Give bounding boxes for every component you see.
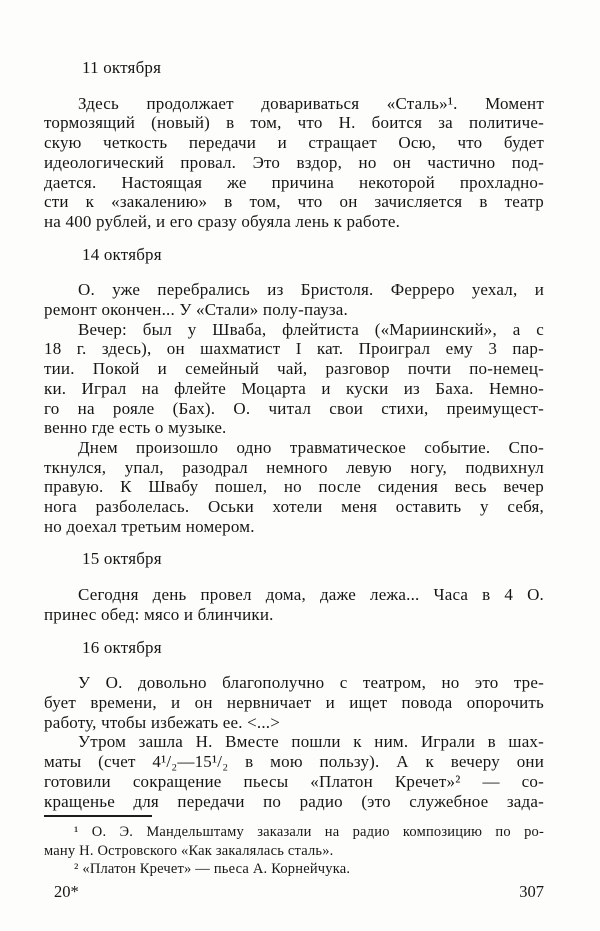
entry-date-heading: 16 октября <box>82 637 162 657</box>
paragraph <box>44 585 544 624</box>
paragraph <box>44 438 544 537</box>
text-line: Вечер: был у Шваба, флейтиста («Мариинский», а с <box>78 319 544 339</box>
text-line: тии. Покой и семейный чай, разговор почти по-немец- <box>44 359 544 379</box>
text-line: венно где есть о музыке. <box>44 418 227 438</box>
text-line: Утром зашла Н. Вместе пошли к ним. Играли в шах- <box>78 732 544 752</box>
text-line: О. уже перебрались из Бристоля. Ферреро уехал, и <box>78 280 544 300</box>
text-line: нога разболелась. Оськи хотели меня оставить у себя, <box>44 497 544 517</box>
page-footer <box>44 882 544 902</box>
footnote-line: ¹ О. Э. Мандельштаму заказали на радио композицию по ро- <box>74 824 544 841</box>
diary-entry <box>44 549 544 624</box>
paragraph <box>44 280 544 319</box>
text-line: ремонт окончен... У «Стали» полу-пауза. <box>44 300 348 320</box>
footnote-line: ману Н. Островского «Как закалялась сталь». <box>44 842 334 859</box>
text-line: Здесь продолжает довариваться «Сталь»¹. Момент <box>78 93 544 113</box>
text-line: Сегодня день провел дома, даже лежа... Часа в 4 О. <box>78 585 544 605</box>
paragraph <box>44 732 544 811</box>
diary-sections <box>44 58 544 811</box>
footnote-line: ² «Платон Кречет» — пьеса А. Корнейчука. <box>74 861 351 878</box>
text-line: скую четкость передачи и стращает Осю, что будет <box>44 133 544 153</box>
text-line: 18 г. здесь), он шахматист I кат. Проиграл ему 3 пар- <box>44 339 544 359</box>
diary-entry <box>44 638 544 812</box>
text-line: Днем произошло одно травматическое событие. Спо- <box>78 437 544 457</box>
text-line: ткнулся, упал, разодрал немного левую ногу, подвихнул <box>44 457 544 477</box>
text-line: работу, чтобы избежать ее. <...> <box>44 712 281 732</box>
text-line: У О. довольно благополучно с театром, но это тре- <box>78 673 544 693</box>
text-line: готовили сокращение пьесы «Платон Кречет»² — со- <box>44 771 544 791</box>
text-line: маты (счет 4¹/₂—15¹/₂ в мою пользу). А к вечеру они <box>44 752 544 772</box>
text-line: ки. Играл на флейте Моцарта и куски из Баха. Немно- <box>44 378 544 398</box>
text-line: тормозящий (новый) в том, что Н. боится за политиче- <box>44 113 544 133</box>
footnote-separator-rule <box>44 815 152 817</box>
paragraph <box>44 94 544 232</box>
text-line: правую. К Швабу пошел, но после сидения весь вечер <box>44 477 544 497</box>
text-line: дается. Настоящая же причина некоторой прохладно- <box>44 172 544 192</box>
page-content <box>44 58 544 902</box>
paragraph <box>44 823 544 860</box>
diary-entry <box>44 245 544 537</box>
diary-entry <box>44 58 544 232</box>
entry-date-heading: 15 октября <box>82 549 162 569</box>
text-line: бует времени, и он нервничает и ищет повода опорочить <box>44 692 544 712</box>
text-line: идеологический провал. Это вздор, но он частично под- <box>44 152 544 172</box>
page-number: 307 <box>519 882 544 902</box>
text-line: принес обед: мясо и блинчики. <box>44 604 274 624</box>
text-line: го на рояле (Бах). О. читал свои стихи, преимущест- <box>44 398 544 418</box>
text-line: кращенье для передачи по радио (это служебное зада- <box>44 791 544 811</box>
text-line: сти к «закалению» в том, что он зачисляется в театр <box>44 192 544 212</box>
entry-date-heading: 11 октября <box>82 58 162 77</box>
entry-date-heading: 14 октября <box>82 244 162 264</box>
paragraph <box>44 320 544 438</box>
paragraph <box>44 860 544 878</box>
footnotes <box>44 823 544 878</box>
paragraph <box>44 673 544 732</box>
text-line: но доехал третьим номером. <box>44 516 255 536</box>
signature-mark: 20* <box>54 882 79 902</box>
text-line: на 400 рублей, и его сразу обуяла лень к работе. <box>44 211 401 231</box>
